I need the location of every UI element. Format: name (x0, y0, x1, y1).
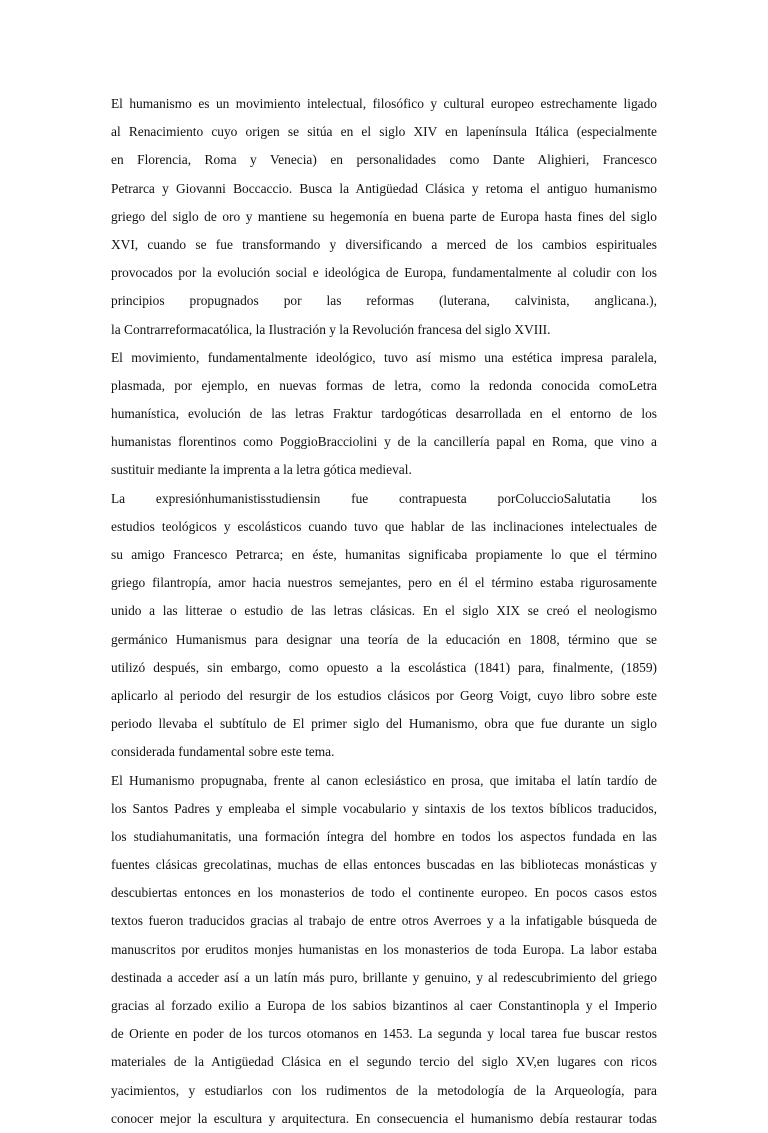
text-line: XVI, cuando se fue transformando y diversificando a merced de los cambios espirituales (111, 236, 657, 252)
text-line: materiales de la Antigüedad Clásica en el segundo tercio del siglo XV,en lugares con ricos (111, 1054, 657, 1070)
text-line: conocer mejor la escultura y arquitectura. En consecuencia el humanismo debía restaurar todas (111, 1110, 657, 1126)
text-line: la Contrarreformacatólica, la Ilustración y la Revolución francesa del siglo XVIII. (111, 321, 551, 337)
text-line: en Florencia, Roma y Venecia) en personalidades como Dante Alighieri, Francesco (111, 152, 657, 168)
text-line: El humanismo es un movimiento intelectual, filosófico y cultural europeo estrechamente ligado (111, 96, 657, 111)
text-line: El movimiento, fundamentalmente ideológico, tuvo así mismo una estética impresa paralela, (111, 349, 657, 365)
document-page (111, 90, 657, 1133)
text-line: sustituir mediante la imprenta a la letra gótica medieval. (111, 462, 412, 478)
text-line: humanistas florentinos como PoggioBracciolini y de la cancillería papal en Roma, que vino a (111, 434, 657, 450)
text-line: Petrarca y Giovanni Boccaccio. Busca la Antigüedad Clásica y retoma el antiguo humanismo (111, 180, 657, 196)
text-line: unido a las litterae o estudio de las letras clásicas. En el siglo XIX se creó el neologismo (111, 603, 657, 619)
text-line: periodo llevaba el subtítulo de El primer siglo del Humanismo, obra que fue durante un siglo (111, 716, 657, 732)
text-line: los studiahumanitatis, una formación íntegra del hombre en todos los aspectos fundada en las (111, 828, 657, 844)
text-line: plasmada, por ejemplo, en nuevas formas de letra, como la redonda conocida comoLetra (111, 377, 657, 393)
text-line: La expresiónhumanistisstudiensin fue contrapuesta porColuccioSalutatia los (111, 490, 657, 506)
text-line: utilizó después, sin embargo, como opuesto a la escolástica (1841) para, finalmente, (1859) (111, 659, 657, 675)
text-line: descubiertas entonces en los monasterios de todo el continente europeo. En pocos casos estos (111, 885, 657, 901)
text-line: principios propugnados por las reformas (luterana, calvinista, anglicana.), (111, 293, 657, 309)
text-line: considerada fundamental sobre este tema. (111, 744, 335, 760)
text-line: los Santos Padres y empleaba el simple vocabulario y sintaxis de los textos bíblicos traducidos, (111, 800, 657, 816)
text-line: provocados por la evolución social e ideológica de Europa, fundamentalmente al coludir con los (111, 265, 657, 281)
text-line: de Oriente en poder de los turcos otomanos en 1453. La segunda y local tarea fue buscar restos (111, 1026, 657, 1042)
text-line: El Humanismo propugnaba, frente al canon eclesiástico en prosa, que imitaba el latín tardío de (111, 772, 657, 788)
text-line: manuscritos por eruditos monjes humanistas en los monasterios de toda Europa. La labor estaba (111, 941, 657, 957)
text-line: germánico Humanismus para designar una teoría de la educación en 1808, término que se (111, 631, 657, 647)
text-line: al Renacimiento cuyo origen se sitúa en el siglo XIV en lapenínsula Itálica (especialmente (111, 124, 657, 140)
text-line: fuentes clásicas grecolatinas, muchas de ellas entonces buscadas en las bibliotecas monásticas y (111, 857, 657, 873)
text-line: su amigo Francesco Petrarca; en éste, humanitas significaba propiamente lo que el término (111, 547, 657, 562)
text-line: yacimientos, y estudiarlos con los rudimentos de la metodología de la Arqueología, para (111, 1082, 657, 1098)
text-line: aplicarlo al periodo del resurgir de los estudios clásicos por Georg Voigt, cuyo libro sobre este (111, 687, 657, 703)
text-line: textos fueron traducidos gracias al trabajo de entre otros Averroes y a la infatigable búsqueda de (111, 913, 657, 929)
text-line: destinada a acceder así a un latín más puro, brillante y genuino, y al redescubrimiento del griego (111, 969, 657, 985)
text-line: humanística, evolución de las letras Fraktur tardogóticas desarrollada en el entorno de los (111, 406, 657, 422)
text-line: gracias al forzado exilio a Europa de los sabios bizantinos al caer Constantinopla y el Imperio (111, 998, 657, 1013)
text-line: griego del siglo de oro y mantiene su hegemonía en buena parte de Europa hasta fines del siglo (111, 208, 657, 224)
text-line: estudios teológicos y escolásticos cuando tuvo que hablar de las inclinaciones intelectuales de (111, 518, 657, 534)
text-line: griego filantropía, amor hacia nuestros semejantes, pero en él el término estaba rigurosamente (111, 575, 657, 591)
